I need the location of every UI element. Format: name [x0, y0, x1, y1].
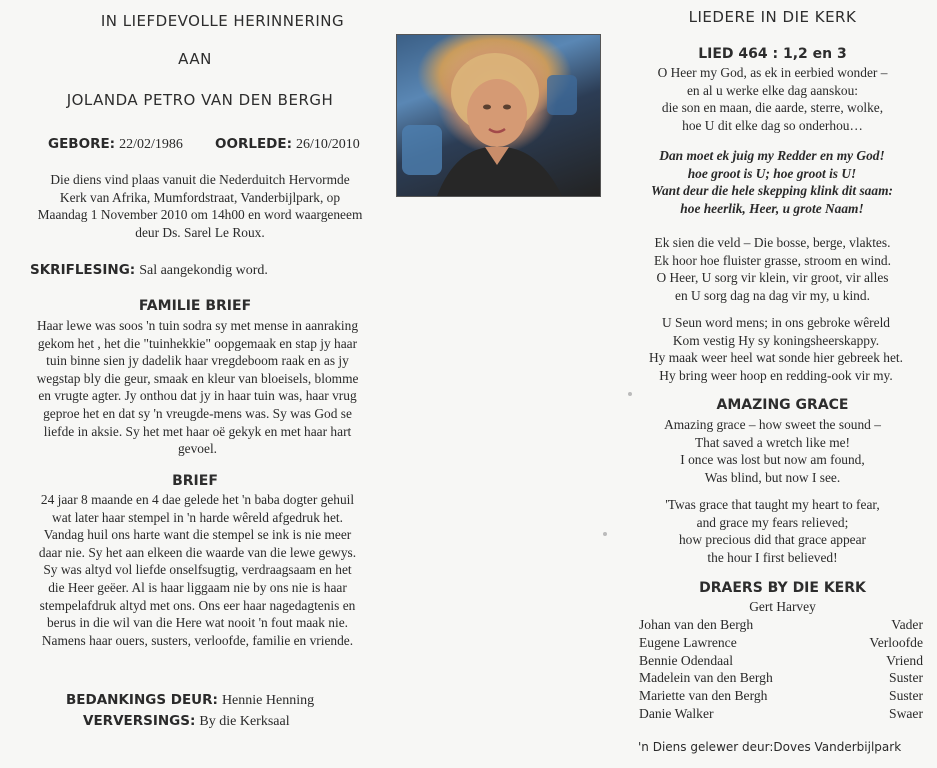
- pallbearer-row: [639, 634, 923, 652]
- draers-heading: DRAERS BY DIE KERK: [699, 580, 866, 596]
- familie-line: en vrugte agter. Jy onthou dat jy in haar tuin was, haar vrug: [38, 388, 357, 404]
- refrain-line: hoe groot is U; hoe groot is U!: [687, 165, 857, 181]
- brief-line: Sy was altyd vol liefde onselfsugtig, verdraagsaam en het: [43, 562, 352, 578]
- brief: [5, 491, 390, 649]
- pallbearer-row: [639, 669, 923, 687]
- verse-line: Hy maak weer heel wat sonde hier gebreek het.: [649, 350, 903, 366]
- familie-brief: [5, 317, 390, 458]
- verse-line: en al u werke elke dag aanskou:: [686, 82, 859, 98]
- pallbearers-list: [639, 616, 923, 723]
- funeral-provider-footer: 'n Diens gelewer deur:Doves Vanderbijlpark: [638, 740, 902, 754]
- pallbearer-relation: Vader: [891, 617, 923, 632]
- pallbearer-relation: Suster: [889, 688, 923, 704]
- verse-line: and grace my fears relieved;: [696, 514, 849, 530]
- pallbearer-name: Eugene Lawrence: [639, 634, 737, 650]
- skriflesing: [30, 261, 268, 279]
- pallbearer-name: Madelein van den Bergh: [639, 670, 773, 686]
- brief-line: stempelafdruk altyd met ons. Ons eer haar nagedagtenis en: [39, 597, 356, 613]
- familie-line: gevoel.: [177, 441, 218, 457]
- pallbearer-row: [639, 687, 923, 705]
- pallbearer-name: Danie Walker: [639, 705, 714, 721]
- brief-line: berus in die wil van die Here wat nooit 'n fout maak nie.: [46, 615, 348, 631]
- brief-line: wat later haar stempel in 'n harde wêreld afgedruk het.: [52, 509, 343, 525]
- portrait-photo: [396, 34, 601, 197]
- verse-line: Ek hoor hoe fluister grasse, stroom en wind.: [654, 252, 891, 268]
- verse-line: That saved a wretch like me!: [694, 434, 851, 450]
- verse-line: 'Twas grace that taught my heart to fear,: [665, 497, 880, 512]
- verversings-label: VERVERSINGS:: [83, 713, 196, 729]
- verse-line: en U sorg dag na dag vir my, u kind.: [675, 287, 870, 303]
- verse-line: Was blind, but now I see.: [704, 469, 841, 485]
- pallbearer-name: Mariette van den Bergh: [639, 688, 768, 704]
- bedankings: [66, 691, 314, 709]
- amazing-grace-heading: AMAZING GRACE: [716, 397, 849, 413]
- verse-1: [620, 64, 925, 134]
- verse-3: [620, 314, 932, 384]
- familie-line: liefde in aksie. Sy het met haar oë gekyk en met haar hart: [43, 423, 352, 439]
- service-line: Kerk van Afrika, Mumfordstraat, Vanderbijlpark, op: [59, 189, 341, 205]
- verse-line: how precious did that grace appear: [678, 532, 867, 548]
- oorlede-label: OORLEDE:: [215, 136, 292, 152]
- speck: [628, 392, 632, 396]
- verse-line: O Heer my God, as ek in eerbied wonder –: [657, 65, 888, 80]
- pallbearer-name: Johan van den Bergh: [639, 617, 754, 632]
- brief-line: Vandag huil ons harte want die stempel se ink is nie meer: [43, 527, 352, 543]
- verversings-value: By die Kerksaal: [199, 714, 290, 729]
- familie-line: geproe het en dat sy 'n vreugde-mens was. Sy was God se: [43, 405, 352, 421]
- refrain-line: hoe heerlik, Heer, u grote Naam!: [680, 200, 864, 216]
- verse-line: Ek sien die veld – Die bosse, berge, vlaktes.: [654, 235, 891, 250]
- aan-label: AAN: [178, 50, 212, 68]
- familie-line: gekom het , het die "tuinhekkie" oopgemaak en stap jy haar: [37, 335, 358, 351]
- service-line: Maandag 1 November 2010 om 14h00 en word waargeneem: [37, 207, 363, 223]
- amazing-verse-2: [620, 496, 925, 566]
- verse-line: Amazing grace – how sweet the sound –: [664, 417, 881, 432]
- verse-line: die son en maan, die aarde, sterre, wolke,: [661, 100, 884, 116]
- deceased-name: JOLANDA PETRO VAN DEN BERGH: [66, 91, 334, 109]
- birth-date: [48, 135, 183, 153]
- familie-line: Haar lewe was soos 'n tuin sodra sy met mense in aanraking: [36, 318, 359, 333]
- service-line: Die diens vind plaas vanuit die Nederduitch Hervormde: [50, 172, 350, 187]
- bedankings-value: Hennie Henning: [221, 693, 315, 708]
- gebore-label: GEBORE:: [48, 136, 116, 152]
- portrait-image: [397, 35, 600, 196]
- pallbearer-relation: Verloofde: [869, 634, 923, 650]
- verse-line: U Seun word mens; in ons gebroke wêreld: [662, 315, 890, 330]
- brief-line: 24 jaar 8 maande en 4 dae gelede het 'n baba dogter gehuil: [40, 492, 355, 507]
- bedankings-label: BEDANKINGS DEUR:: [66, 692, 218, 708]
- verse-line: the hour I first believed!: [707, 549, 838, 565]
- verse-line: Hy bring weer hoop en redding-ook vir my.: [659, 367, 893, 383]
- draers-first: Gert Harvey: [749, 599, 816, 614]
- pallbearer-relation: Swaer: [889, 705, 923, 721]
- amazing-verse-1: [620, 416, 925, 486]
- verse-2: [620, 234, 925, 304]
- verversings: [83, 712, 290, 730]
- familie-heading: FAMILIE BRIEF: [138, 298, 252, 314]
- verse-line: I once was lost but now am found,: [680, 452, 865, 468]
- pallbearer-row: [639, 652, 923, 670]
- pallbearer-name: Bennie Odendaal: [639, 652, 733, 668]
- refrain-line: Dan moet ek juig my Redder en my God!: [659, 148, 885, 163]
- pallbearer-relation: Vriend: [886, 652, 923, 668]
- gebore-value: 22/02/1986: [119, 137, 183, 152]
- speck: [603, 532, 607, 536]
- skriflesing-value: Sal aangekondig word.: [139, 263, 268, 278]
- pallbearer-relation: Suster: [889, 670, 923, 686]
- service-line: deur Ds. Sarel Le Roux.: [135, 224, 265, 240]
- pallbearer-row: [639, 616, 923, 634]
- brief-heading: BRIEF: [172, 473, 218, 489]
- songs-title: LIEDERE IN DIE KERK: [688, 8, 857, 26]
- lied-heading: LIED 464 : 1,2 en 3: [698, 46, 847, 62]
- oorlede-value: 26/10/2010: [296, 137, 360, 152]
- skriflesing-label: SKRIFLESING:: [30, 262, 136, 278]
- brief-line: die Heer geëer. Al is haar liggaam nie by ons nie is haar: [48, 579, 347, 595]
- pallbearer-row: [639, 705, 923, 723]
- brief-line: daar nie. Sy het aan elkeen die waarde van die lewe gewys.: [38, 544, 357, 560]
- memorial-title: IN LIEFDEVOLLE HERINNERING: [100, 12, 345, 30]
- familie-line: wegstap bly die geur, smaak en kleur van bloeisels, blomme: [36, 370, 359, 386]
- verse-line: Kom vestig Hy sy koningsheerskappy.: [672, 332, 880, 348]
- brief-line: Namens haar ouers, susters, verloofde, familie en vriende.: [41, 632, 354, 648]
- verse-line: O Heer, U sorg vir klein, vir groot, vir alles: [656, 270, 889, 286]
- familie-line: tuin binne sien jy dadelik haar vregdeboom raak en as jy: [46, 353, 349, 369]
- refrain: [612, 147, 932, 217]
- death-date: [215, 135, 360, 153]
- verse-line: hoe U dit elke dag so onderhou…: [682, 117, 863, 133]
- refrain-line: Want deur die hele skepping klink dit saam:: [651, 183, 893, 199]
- service-details: [10, 171, 390, 241]
